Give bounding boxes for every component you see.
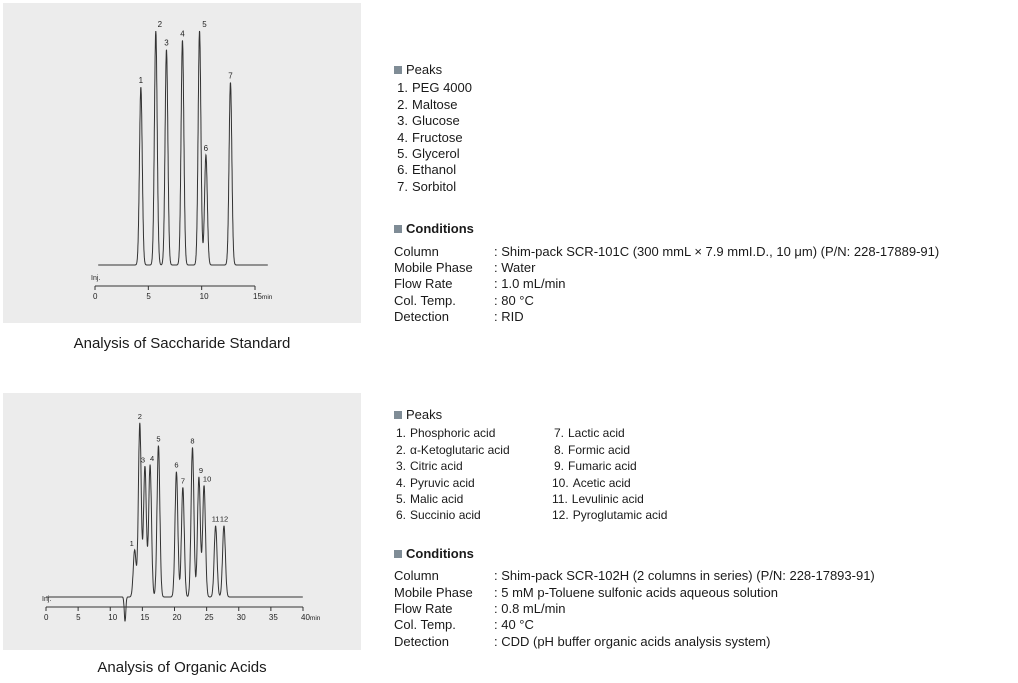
peak-name: Formic acid [568,442,631,457]
peak-label: 8 [190,436,195,446]
condition-value: : 80 °C [494,292,534,308]
peak-list-item [552,458,710,474]
x-tick-label: 20 [172,613,182,622]
square-bullet-icon [394,550,402,558]
organic-acids-chart-caption: Analysis of Organic Acids [97,659,267,676]
saccharide-peaks-heading: Peaks [394,62,1014,78]
condition-value: : 1.0 mL/min [494,276,566,292]
x-tick-label: 40min [301,613,321,622]
injection-label: Inj. [91,275,101,282]
peak-name: Succinio acid [410,508,481,523]
condition-row [394,585,1014,601]
peak-name: α-Ketoglutaric acid [410,442,510,457]
peak-name: Glycerol [412,146,460,162]
peak-number: 11. [552,492,568,507]
peak-list-item [394,162,1014,178]
x-tick-label: 30 [236,613,246,622]
peak-name: Glucose [412,113,460,129]
peak-label: 1 [129,539,134,548]
condition-label: Col. Temp. [394,617,456,633]
condition-label: Column [394,243,439,259]
saccharide-conditions-heading: Conditions [394,221,1014,237]
condition-row [394,309,1014,325]
peak-label: 6 [174,460,179,470]
condition-value: : 0.8 mL/min [494,601,566,617]
x-tick-label: 0 [44,613,49,622]
organic-acids-chromatogram [3,393,361,650]
organic-acids-info [394,407,1014,650]
organic-acids-conditions-heading: Conditions [394,546,1014,562]
peak-label: 4 [180,29,185,39]
condition-value: : 40 °C [494,617,534,633]
peak-name: Malic acid [410,492,464,507]
peak-list-item [394,442,552,458]
peak-label: 3 [140,455,145,465]
peak-number: 2. [397,96,408,112]
condition-row [394,244,1014,260]
organic-acids-peaks-heading: Peaks [394,407,1014,423]
peak-list-item [394,179,1014,195]
peak-list-item [394,130,1014,146]
condition-label: Mobile Phase [394,584,473,600]
peak-number: 7. [553,426,564,441]
peak-list-item [552,425,710,441]
condition-row [394,276,1014,292]
peak-name: Ethanol [412,162,457,178]
peak-list-item [394,80,1014,96]
organic-acids-peaks-column-1 [394,425,552,523]
peak-label: 5 [202,20,207,29]
peak-number: 1. [397,80,408,96]
condition-value: : 5 mM p-Toluene sulfonic acids aqueous solution [494,584,778,600]
peak-name: Levulinic acid [571,492,644,507]
peak-number: 12. [552,508,569,523]
condition-row [394,601,1014,617]
x-tick-label: 15min [253,292,273,301]
chromatogram-trace [46,423,303,622]
peak-list-item [394,146,1014,162]
organic-acids-conditions-list [394,568,1014,650]
peak-name: Citric acid [410,459,463,474]
x-tick-label: 10 [108,613,118,622]
saccharide-info [394,62,1014,326]
condition-value: : RID [494,309,524,325]
peak-number: 10. [552,475,569,490]
condition-row [394,260,1014,276]
peak-name: Sorbitol [412,178,457,194]
condition-value: : Shim-pack SCR-102H (2 columns in series) (P/N: 228-17893-91) [494,568,875,584]
peak-name: Fumaric acid [568,459,637,474]
organic-acids-chart-panel [3,393,361,650]
x-tick-label: 0 [93,292,98,301]
peak-number: 5. [397,146,408,162]
peak-label: 12 [219,514,229,524]
condition-row [394,293,1014,309]
peak-label: 5 [156,434,161,444]
condition-label: Mobile Phase [394,260,473,276]
chromatogram-trace [98,31,268,265]
peak-list-item [394,425,552,441]
peak-label: 4 [150,453,155,463]
condition-label: Detection [394,633,449,649]
peak-name: Fructose [412,129,463,145]
peak-list-item [394,458,552,474]
peak-name: Lactic acid [568,426,625,441]
organic-acids-peaks-column-2 [552,425,710,523]
x-tick-label: 15 [140,613,150,622]
peak-list-item [394,507,552,523]
peak-number: 8. [553,442,564,457]
condition-label: Detection [394,309,449,325]
peak-name: Maltose [412,96,458,112]
condition-row [394,568,1014,584]
peak-label: 2 [157,20,163,29]
peak-number: 2. [395,442,406,457]
condition-label: Col. Temp. [394,292,456,308]
peak-label: 2 [137,412,142,421]
x-tick-label: 25 [204,613,214,622]
peak-number: 3. [395,459,406,474]
peak-number: 9. [553,459,564,474]
peak-list-item [552,491,710,507]
peak-label: 7 [180,476,185,486]
peak-name: Phosphoric acid [410,426,496,441]
peak-number: 4. [397,129,408,145]
square-bullet-icon [394,66,402,74]
peak-number: 7. [397,178,408,194]
condition-value: : Shim-pack SCR-101C (300 mmL × 7.9 mmI.D., 10 μm) (P/N: 228-17889-91) [494,243,940,259]
peak-name: Pyroglutamic acid [572,508,668,523]
x-tick-label: 35 [268,613,278,622]
peak-number: 1. [395,426,406,441]
peak-list-item [394,475,552,491]
condition-row [394,617,1014,633]
peak-list-item [394,491,552,507]
square-bullet-icon [394,225,402,233]
condition-value: : CDD (pH buffer organic acids analysis system) [494,633,771,649]
x-tick-label: 5 [76,613,81,622]
condition-label: Flow Rate [394,276,453,292]
peak-name: Pyruvic acid [410,475,475,490]
x-tick-label: 5 [146,292,151,301]
peak-number: 3. [397,113,408,129]
peak-label: 3 [164,38,169,48]
peak-number: 5. [395,492,406,507]
peak-label: 11 [211,514,220,524]
peak-list-item [394,97,1014,113]
peak-list-item [552,442,710,458]
peak-label: 7 [228,71,233,81]
peak-label: 1 [138,76,144,86]
peak-number: 4. [395,475,406,490]
peak-name: Acetic acid [572,475,631,490]
peak-list-item [552,475,710,491]
x-tick-label: 10 [199,292,209,301]
peak-name: PEG 4000 [412,80,472,96]
saccharide-conditions-list [394,244,1014,326]
peak-list-item [394,113,1014,129]
square-bullet-icon [394,411,402,419]
condition-value: : Water [494,260,536,276]
saccharide-chart-panel [3,3,361,323]
organic-acids-peaks-list [394,425,1014,523]
peak-label: 9 [198,465,203,475]
peak-number: 6. [395,508,406,523]
condition-label: Column [394,568,439,584]
saccharide-chromatogram [3,3,361,323]
peak-list-item [552,507,710,523]
peak-label: 10 [202,474,212,484]
peak-number: 6. [397,162,408,178]
injection-label: Inj. [42,596,52,603]
saccharide-peaks-list [394,80,1014,195]
condition-label: Flow Rate [394,601,453,617]
peak-label: 6 [203,144,209,153]
saccharide-chart-caption: Analysis of Saccharide Standard [73,335,291,352]
condition-row [394,634,1014,650]
